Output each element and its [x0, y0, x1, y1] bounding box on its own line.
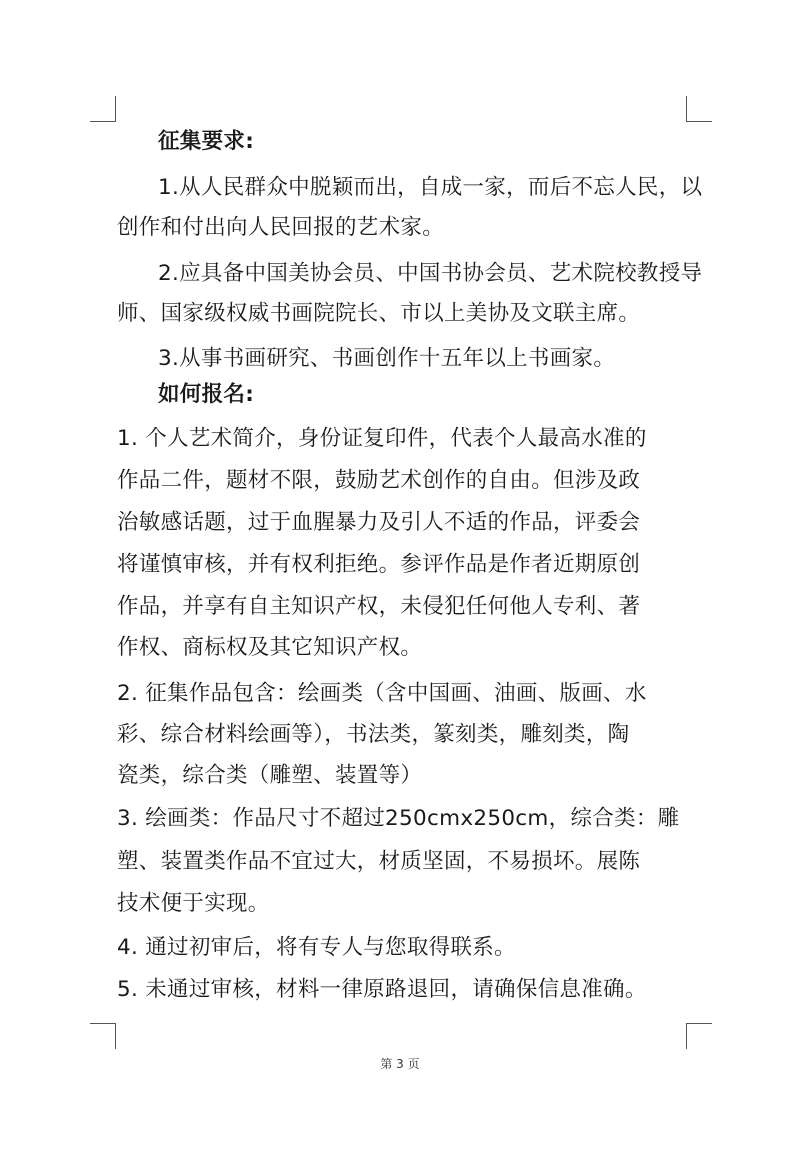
paragraph-line: 2. 征集作品包含：绘画类（含中国画、油画、版画、水: [117, 681, 647, 706]
paragraph-line: 4. 通过初审后，将有专人与您取得联系。: [117, 935, 516, 960]
paragraph-line: 作权、商标权及其它知识产权。: [117, 635, 423, 660]
heading-registration: 如何报名:: [158, 382, 255, 407]
paragraph-line: 技术便于实现。: [117, 891, 270, 916]
paragraph-line: 作品，并享有自主知识产权，未侵犯任何他人专利、著: [117, 594, 641, 619]
crop-mark-top-left: [90, 96, 116, 122]
paragraph-line: 1.从人民群众中脱颖而出，自成一家，而后不忘人民，以: [158, 175, 703, 200]
page-number: 第 3 页: [380, 1057, 420, 1071]
paragraph-line: 3.从事书画研究、书画创作十五年以上书画家。: [158, 346, 616, 371]
paragraph-line: 作品二件，题材不限，鼓励艺术创作的自由。但涉及政: [117, 468, 641, 493]
crop-mark-bottom-right: [686, 1023, 712, 1049]
paragraph-line: 瓷类，综合类（雕塑、装置等）: [117, 763, 423, 788]
crop-mark-top-right: [686, 96, 712, 122]
paragraph-line: 2.应具备中国美协会员、中国书协会员、艺术院校教授导: [158, 261, 703, 286]
crop-mark-bottom-left: [90, 1023, 116, 1049]
paragraph-line: 塑、装置类作品不宜过大，材质坚固，不易损坏。展陈: [117, 849, 641, 874]
paragraph-line: 3. 绘画类：作品尺寸不超过250cmx250cm，综合类：雕: [117, 806, 680, 831]
paragraph-line: 5. 未通过审核，材料一律原路退回，请确保信息准确。: [117, 977, 647, 1002]
paragraph-line: 师、国家级权威书画院院长、市以上美协及文联主席。: [117, 301, 641, 326]
paragraph-line: 将谨慎审核，并有权利拒绝。参评作品是作者近期原创: [117, 552, 641, 577]
paragraph-line: 1. 个人艺术简介，身份证复印件，代表个人最高水准的: [117, 426, 647, 451]
paragraph-line: 创作和付出向人民回报的艺术家。: [117, 215, 445, 240]
paragraph-line: 治敏感话题，过于血腥暴力及引人不适的作品，评委会: [117, 510, 641, 535]
paragraph-line: 彩、综合材料绘画等），书法类，篆刻类，雕刻类，陶: [117, 722, 630, 747]
heading-requirements: 征集要求:: [158, 129, 255, 154]
